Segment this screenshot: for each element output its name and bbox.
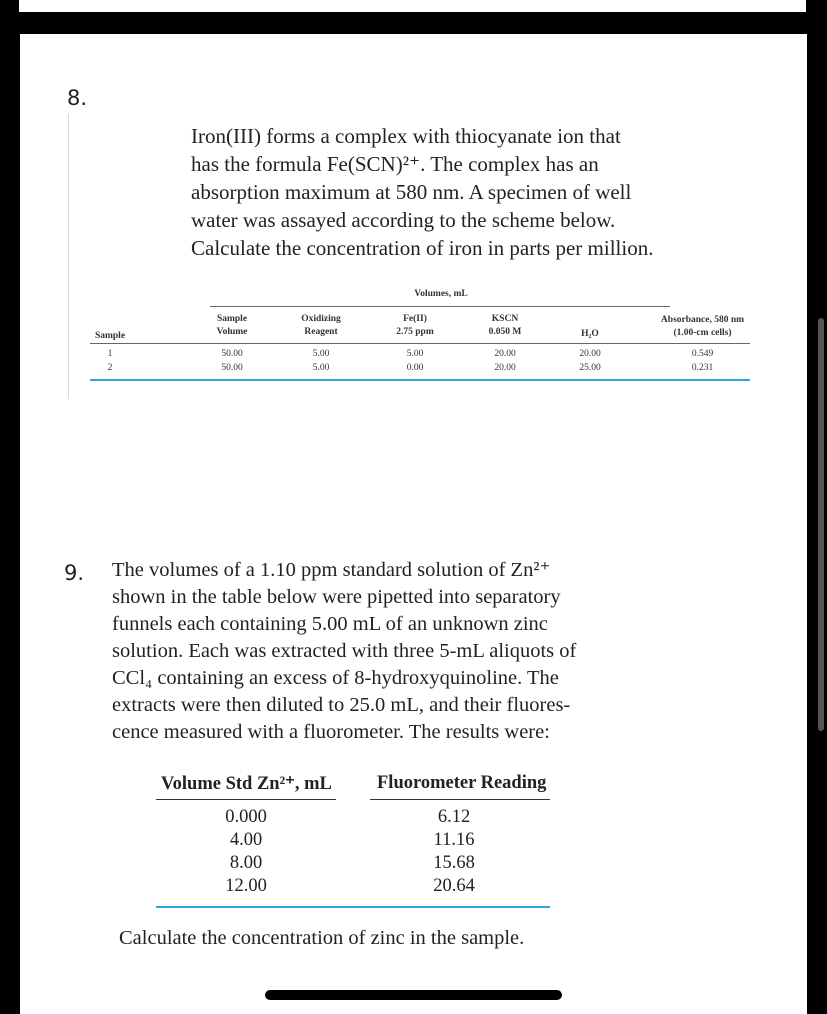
cell-kscn: 20.00 bbox=[494, 349, 516, 359]
header-fe-line2: 2.75 ppm bbox=[396, 327, 434, 337]
header-volume-std: Volume Std Zn²⁺, mL bbox=[161, 774, 332, 794]
table-bottom-rule bbox=[156, 906, 550, 908]
cell-volume: 4.00 bbox=[229, 830, 263, 850]
cell-oxidizing: 5.00 bbox=[312, 363, 330, 373]
problem-8-text bbox=[191, 122, 671, 262]
problem-9-line: solution. Each was extracted with three 5-mL aliquots of bbox=[112, 640, 577, 662]
cell-fe: 5.00 bbox=[406, 349, 424, 359]
cell-reading: 20.64 bbox=[433, 876, 475, 896]
previous-page-strip bbox=[19, 0, 806, 12]
header-kscn-line1: KSCN bbox=[491, 314, 519, 324]
cell-volume: 0.000 bbox=[225, 807, 267, 827]
document-page[interactable] bbox=[20, 34, 807, 1014]
header-sample-volume-line1: Sample bbox=[216, 314, 248, 324]
home-indicator[interactable] bbox=[265, 990, 562, 1000]
cell-kscn: 20.00 bbox=[494, 363, 516, 373]
problem-8-line: absorption maximum at 580 nm. A specimen of well bbox=[191, 180, 632, 204]
header-absorbance-line1: Absorbance, 580 nm bbox=[660, 315, 745, 325]
cell-absorbance: 0.231 bbox=[691, 363, 714, 373]
problem-9-line: funnels each containing 5.00 mL of an unknown zinc bbox=[112, 613, 548, 635]
cell-h2o: 20.00 bbox=[579, 349, 601, 359]
cell-sample-volume: 50.00 bbox=[221, 349, 243, 359]
header-fe-line1: Fe(II) bbox=[403, 314, 427, 324]
problem-9-line: shown in the table below were pipetted into separatory bbox=[112, 586, 561, 608]
scrollbar[interactable] bbox=[818, 318, 824, 731]
problem-8-line: Iron(III) forms a complex with thiocyanate ion that bbox=[191, 124, 621, 148]
iron-assay-table bbox=[90, 284, 750, 384]
header-rule bbox=[90, 343, 750, 344]
cell-absorbance: 0.549 bbox=[691, 349, 714, 359]
cell-sample-volume: 50.00 bbox=[221, 363, 243, 373]
header-oxidizing-line1: Oxidizing bbox=[301, 314, 341, 324]
problem-9-line: The volumes of a 1.10 ppm standard solution of Zn²⁺ bbox=[112, 559, 551, 581]
header-sample: Sample bbox=[94, 331, 126, 341]
cell-sample: 1 bbox=[107, 349, 113, 359]
cell-reading: 11.16 bbox=[433, 830, 475, 850]
volumes-group-header: Volumes, mL bbox=[414, 289, 468, 299]
header-fluorometer-reading: Fluorometer Reading bbox=[377, 773, 547, 793]
table-bottom-rule bbox=[90, 379, 750, 381]
problem-9-line: cence measured with a fluorometer. The results were: bbox=[112, 721, 550, 743]
margin-divider bbox=[68, 114, 69, 399]
header-sample-volume-line2: Volume bbox=[216, 327, 248, 337]
cell-volume: 8.00 bbox=[229, 853, 263, 873]
problem-9-text bbox=[112, 557, 612, 746]
cell-sample: 2 bbox=[107, 363, 113, 373]
header-h2o: H₂O bbox=[581, 329, 599, 339]
problem-8-number: 8. bbox=[67, 86, 88, 110]
cell-h2o: 25.00 bbox=[579, 363, 601, 373]
cell-volume: 12.00 bbox=[225, 876, 267, 896]
header-rule-left bbox=[156, 799, 336, 800]
zinc-fluorescence-table bbox=[156, 770, 556, 910]
header-oxidizing-line2: Reagent bbox=[304, 327, 338, 337]
header-rule-right bbox=[370, 799, 550, 800]
header-kscn-line2: 0.050 M bbox=[488, 327, 522, 337]
cell-reading: 15.68 bbox=[433, 853, 475, 873]
cell-reading: 6.12 bbox=[437, 807, 471, 827]
problem-8-line: has the formula Fe(SCN)²⁺. The complex has an bbox=[191, 152, 599, 176]
problem-9-prompt: Calculate the concentration of zinc in the sample. bbox=[119, 927, 525, 949]
problem-8-line: water was assayed according to the scheme below. bbox=[191, 208, 616, 232]
problem-9-number: 9. bbox=[64, 561, 85, 585]
problem-9-line: extracts were then diluted to 25.0 mL, and their fluores- bbox=[112, 694, 571, 716]
problem-9-line: CCl₄ containing an excess of 8-hydroxyquinoline. The bbox=[112, 667, 559, 689]
problem-8-line: Calculate the concentration of iron in parts per million. bbox=[191, 236, 654, 260]
header-absorbance-line2: (1.00-cm cells) bbox=[673, 328, 732, 338]
cell-fe: 0.00 bbox=[406, 363, 424, 373]
cell-oxidizing: 5.00 bbox=[312, 349, 330, 359]
group-header-rule bbox=[210, 306, 670, 307]
